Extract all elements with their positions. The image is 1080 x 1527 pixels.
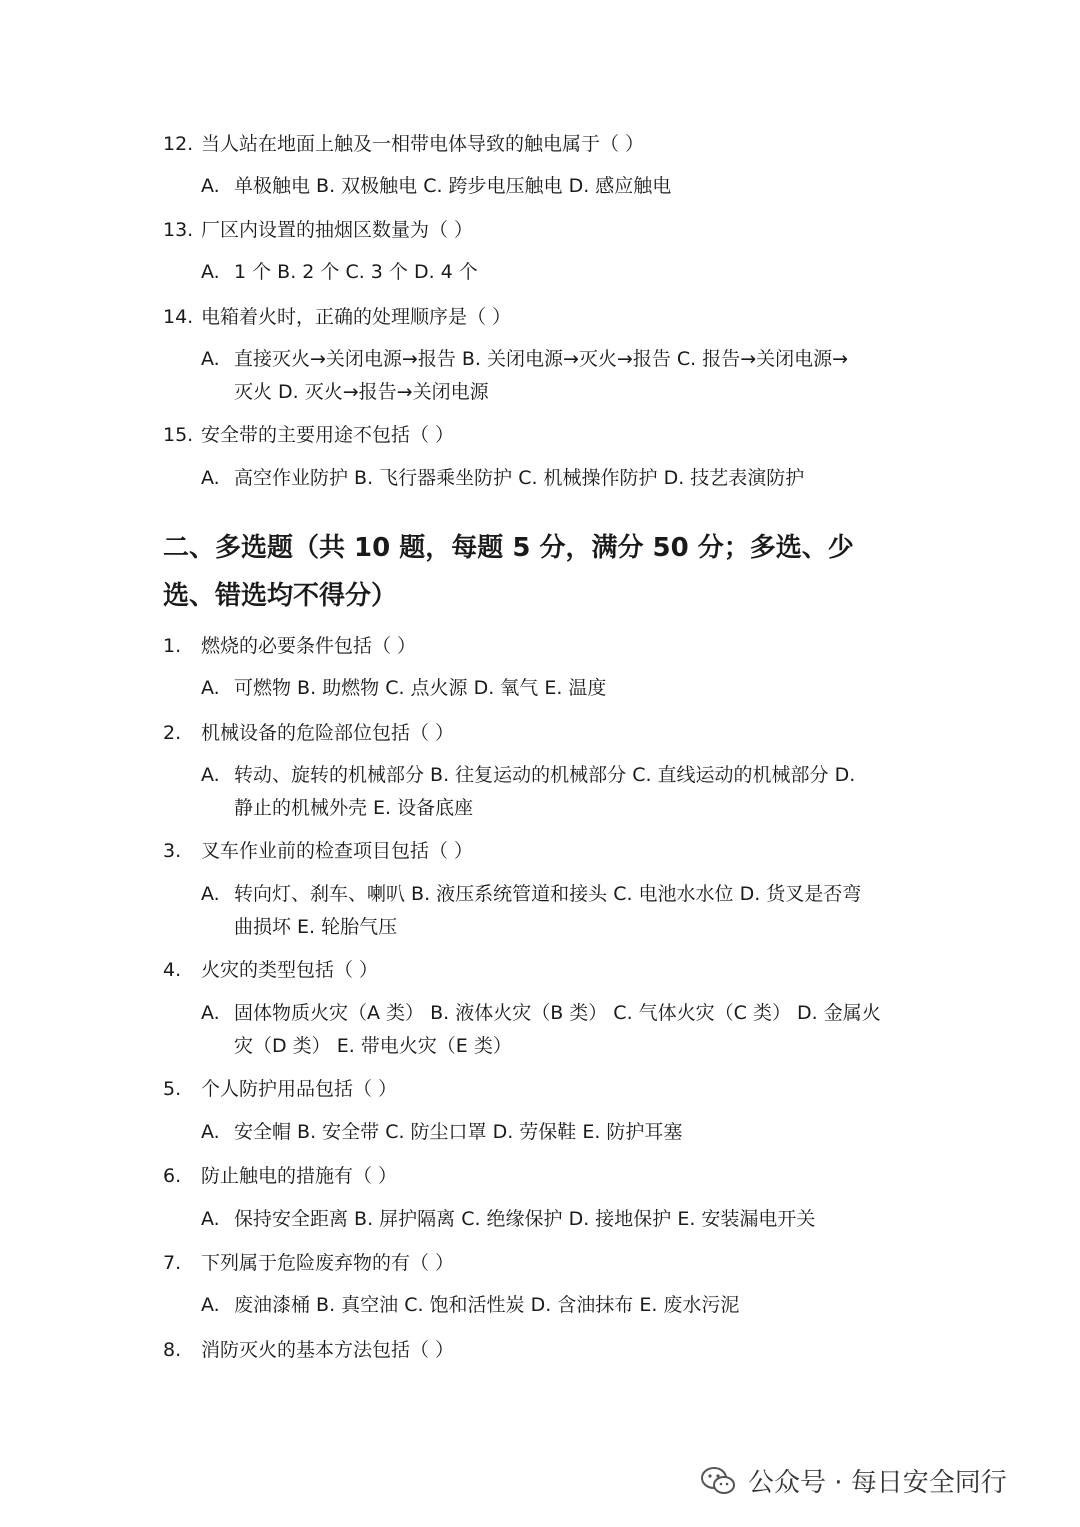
question-m8: 8. 消防灭火的基本方法包括（ ） <box>163 1339 455 1361</box>
question-text: 火灾的类型包括（ ） <box>201 959 379 981</box>
question-text: 消防灭火的基本方法包括（ ） <box>201 1339 455 1361</box>
question-m5: 5. 个人防护用品包括（ ） <box>163 1078 398 1100</box>
question-m3: 3. 叉车作业前的检查项目包括（ ） <box>163 840 474 862</box>
question-13-options: A. 1 个 B. 2 个 C. 3 个 D. 4 个 <box>201 261 478 283</box>
question-15: 15. 安全带的主要用途不包括（ ） <box>163 424 455 446</box>
question-m1-options: A. 可燃物 B. 助燃物 C. 点火源 D. 氧气 E. 温度 <box>201 677 607 699</box>
footer-watermark <box>700 1462 1007 1499</box>
question-14-options: A. 直接灭火→关闭电源→报告 B. 关闭电源→灭火→报告 C. 报告→关闭电源→ 灭火 D. 灭火→报告→关闭电源 <box>201 348 849 403</box>
wechat-logo-icon <box>700 1466 736 1496</box>
section-heading-multiple-choice: 二、多选题（共 10 题，每题 5 分，满分 50 分；多选、少 选、错选均不得分） <box>163 533 854 611</box>
question-text: 当人站在地面上触及一相带电体导致的触电属于（ ） <box>201 133 645 155</box>
question-12: 12. 当人站在地面上触及一相带电体导致的触电属于（ ） <box>163 133 645 155</box>
question-text: 电箱着火时，正确的处理顺序是（ ） <box>201 306 512 328</box>
question-15-options: A. 高空作业防护 B. 飞行器乘坐防护 C. 机械操作防护 D. 技艺表演防护 <box>201 467 805 489</box>
question-m4-options: A. 固体物质火灾（A 类） B. 液体火灾（B 类） C. 气体火灾（C 类） D. 金属火 灾（D 类） E. 带电火灾（E 类） <box>201 1002 881 1057</box>
question-m7-options: A. 废油漆桶 B. 真空油 C. 饱和活性炭 D. 含油抹布 E. 废水污泥 <box>201 1294 740 1316</box>
question-m4: 4. 火灾的类型包括（ ） <box>163 959 379 981</box>
footer-text: 公众号 · 每日安全同行 <box>748 1468 1007 1498</box>
question-text: 安全带的主要用途不包括（ ） <box>201 424 455 446</box>
question-m7: 7. 下列属于危险废弃物的有（ ） <box>163 1252 455 1274</box>
question-m6: 6. 防止触电的措施有（ ） <box>163 1165 398 1187</box>
question-text: 厂区内设置的抽烟区数量为（ ） <box>201 219 474 241</box>
question-m2: 2. 机械设备的危险部位包括（ ） <box>163 722 455 744</box>
question-13: 13. 厂区内设置的抽烟区数量为（ ） <box>163 219 474 241</box>
question-text: 叉车作业前的检查项目包括（ ） <box>201 840 474 862</box>
question-text: 防止触电的措施有（ ） <box>201 1165 398 1187</box>
question-text: 机械设备的危险部位包括（ ） <box>201 722 455 744</box>
question-m2-options: A. 转动、旋转的机械部分 B. 往复运动的机械部分 C. 直线运动的机械部分 D. 静止的机械外壳 E. 设备底座 <box>201 764 856 819</box>
question-m5-options: A. 安全帽 B. 安全带 C. 防尘口罩 D. 劳保鞋 E. 防护耳塞 <box>201 1121 683 1143</box>
question-12-options: A. 单极触电 B. 双极触电 C. 跨步电压触电 D. 感应触电 <box>201 175 672 197</box>
question-text: 燃烧的必要条件包括（ ） <box>201 635 417 657</box>
question-m6-options: A. 保持安全距离 B. 屏护隔离 C. 绝缘保护 D. 接地保护 E. 安装漏电开关 <box>201 1208 816 1230</box>
question-text: 个人防护用品包括（ ） <box>201 1078 398 1100</box>
question-m3-options: A. 转向灯、刹车、喇叭 B. 液压系统管道和接头 C. 电池水水位 D. 货叉是否弯 曲损坏 E. 轮胎气压 <box>201 883 862 938</box>
question-m1: 1. 燃烧的必要条件包括（ ） <box>163 635 417 657</box>
question-14: 14. 电箱着火时，正确的处理顺序是（ ） <box>163 306 512 328</box>
question-text: 下列属于危险废弃物的有（ ） <box>201 1252 455 1274</box>
